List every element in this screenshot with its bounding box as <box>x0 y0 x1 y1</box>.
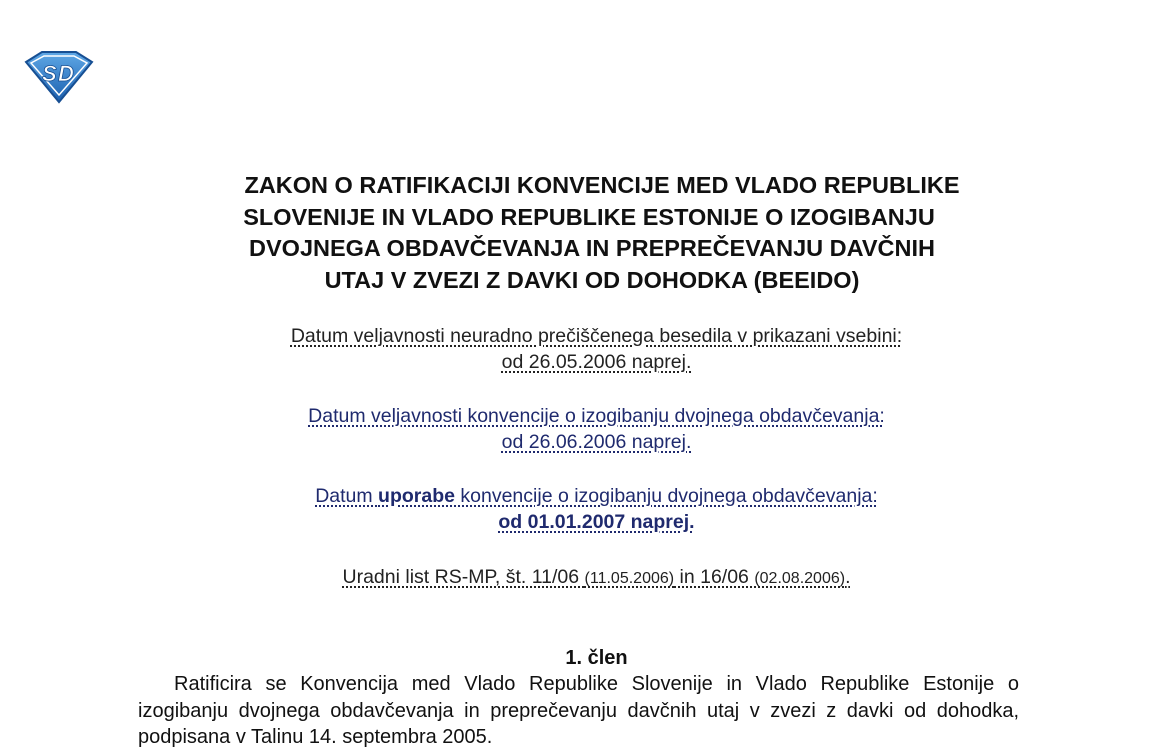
validity-text-info <box>0 323 1157 375</box>
gazette-part-2: in 16/06 <box>674 566 755 588</box>
gazette-link[interactable] <box>343 566 851 588</box>
convention-validity-info <box>0 403 1157 455</box>
convention-validity-label[interactable]: Datum veljavnosti konvencije o izogibanju dvojnega obdavčevanja: <box>308 405 885 427</box>
convention-use-suffix: konvencije o izogibanju dvojnega obdavčevanja: <box>454 485 878 507</box>
gazette-date-2: (02.08.2006) <box>754 570 846 587</box>
svg-text:S: S <box>42 61 57 86</box>
title-line-1: ZAKON O RATIFIKACIJI KONVENCIJE MED VLADO REPUBLIKE <box>244 172 960 198</box>
title-line-4: UTAJ V ZVEZI Z DAVKI OD DOHODKA (BEEIDO) <box>324 266 860 293</box>
sd-diamond-logo-icon <box>22 48 96 104</box>
gazette-end: . <box>845 566 851 588</box>
gazette-reference <box>0 564 1157 592</box>
convention-validity-date[interactable]: od 26.06.2006 naprej. <box>501 431 692 453</box>
svg-text:D: D <box>58 61 74 86</box>
gazette-date-1: (11.05.2006) <box>584 570 675 587</box>
convention-use-date[interactable]: od 01.01.2007 naprej. <box>498 511 695 533</box>
article-text: Ratificira se Konvencija med Vlado Republike Slovenije in Vlado Republike Estonije o izogibanju dvojnega obdavčevanja in preprečevanju davčnih utaj v zvezi z davki od dohodka, podpisana v Talinu 14. septembra 2005. <box>138 673 1019 748</box>
validity-text-date[interactable]: od 26.05.2006 naprej. <box>501 351 692 373</box>
gazette-part-1: Uradni list RS-MP, št. 11/06 <box>342 566 585 588</box>
convention-use-bold-word: uporabe <box>378 485 455 507</box>
article-heading: 1. člen <box>565 647 628 669</box>
validity-text-label[interactable]: Datum veljavnosti neuradno prečiščenega besedila v prikazani vsebini: <box>290 325 903 347</box>
convention-use-prefix: Datum <box>315 485 379 507</box>
convention-use-label[interactable] <box>315 485 878 507</box>
convention-use-info <box>0 483 1157 535</box>
title-line-3: DVOJNEGA OBDAVČEVANJA IN PREPREČEVANJU DAVČNIH <box>249 235 935 261</box>
title-line-2: SLOVENIJE IN VLADO REPUBLIKE ESTONIJE O IZOGIBANJU <box>243 203 935 230</box>
document-title <box>160 170 1030 296</box>
